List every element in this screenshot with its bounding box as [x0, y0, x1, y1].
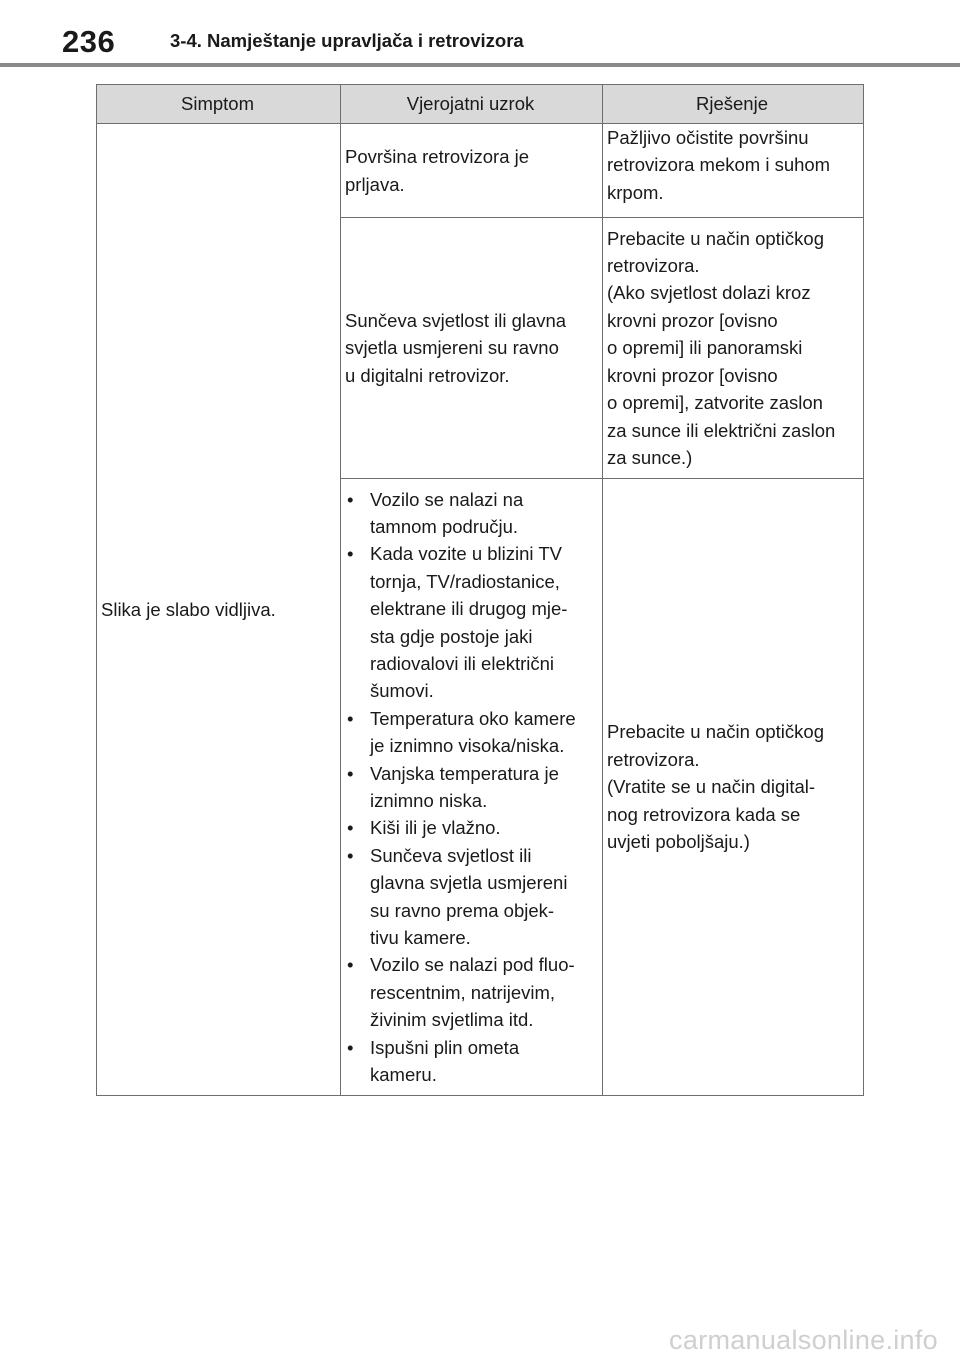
solution-cell: Prebacite u način optičkog retrovizora. (Ako svjetlost dolazi kroz krovni prozor [ovisno o opremi] ili panoramski krovni prozor [ovisno o opremi], zatvorite zaslon za sunce ili električni zaslon za sunce.): [603, 218, 864, 479]
list-item: • Vozilo se nalazi na tamnom području.: [347, 488, 524, 537]
list-item: • Kiši ili je vlažno.: [347, 817, 501, 839]
page-header: [0, 0, 960, 68]
header-divider: [0, 63, 960, 67]
solution-cell: Pažljivo očistite površinu retrovizora mekom i suhom krpom.: [603, 124, 864, 218]
cause-cell: Površina retrovizora je prljava.: [341, 124, 603, 218]
page-number: 236: [62, 24, 116, 59]
table-header-row: [97, 85, 864, 124]
cause-cell: [341, 479, 603, 1096]
column-header-cause: Vjerojatni uzrok: [341, 85, 603, 124]
symptom-cell: Slika je slabo vidljiva.: [97, 124, 341, 1096]
list-item: • Kada vozite u blizini TV tornja, TV/radiostanice, elektrane ili drugog mje- sta gdje postoje jaki radiovalovi ili električni šumovi.: [347, 543, 568, 702]
list-item: • Vozilo se nalazi pod fluo- rescentnim, natrijevim, živinim svjetlima itd.: [347, 954, 575, 1031]
cause-list: [345, 486, 596, 1089]
section-title: 3-4. Namještanje upravljača i retrovizora: [170, 30, 524, 51]
solution-cell: Prebacite u način optičkog retrovizora. (Vratite se u način digital- nog retrovizora kada se uvjeti poboljšaju.): [603, 479, 864, 1096]
list-item: • Temperatura oko kamere je iznimno visoka/niska.: [347, 707, 576, 757]
list-item: • Vanjska temperatura je iznimno niska.: [347, 762, 559, 811]
column-header-symptom: Simptom: [97, 85, 341, 124]
column-header-solution: Rješenje: [603, 85, 864, 124]
table-row: [97, 124, 864, 218]
troubleshooting-table: [96, 84, 864, 1096]
cause-cell: Sunčeva svjetlost ili glavna svjetla usmjereni su ravno u digitalni retrovizor.: [341, 218, 603, 479]
list-item: • Sunčeva svjetlost ili glavna svjetla usmjereni su ravno prema objek- tivu kamere.: [347, 844, 568, 949]
list-item: • Ispušni plin ometa kameru.: [347, 1036, 520, 1086]
watermark: carmanualsonline.info: [669, 1325, 938, 1355]
